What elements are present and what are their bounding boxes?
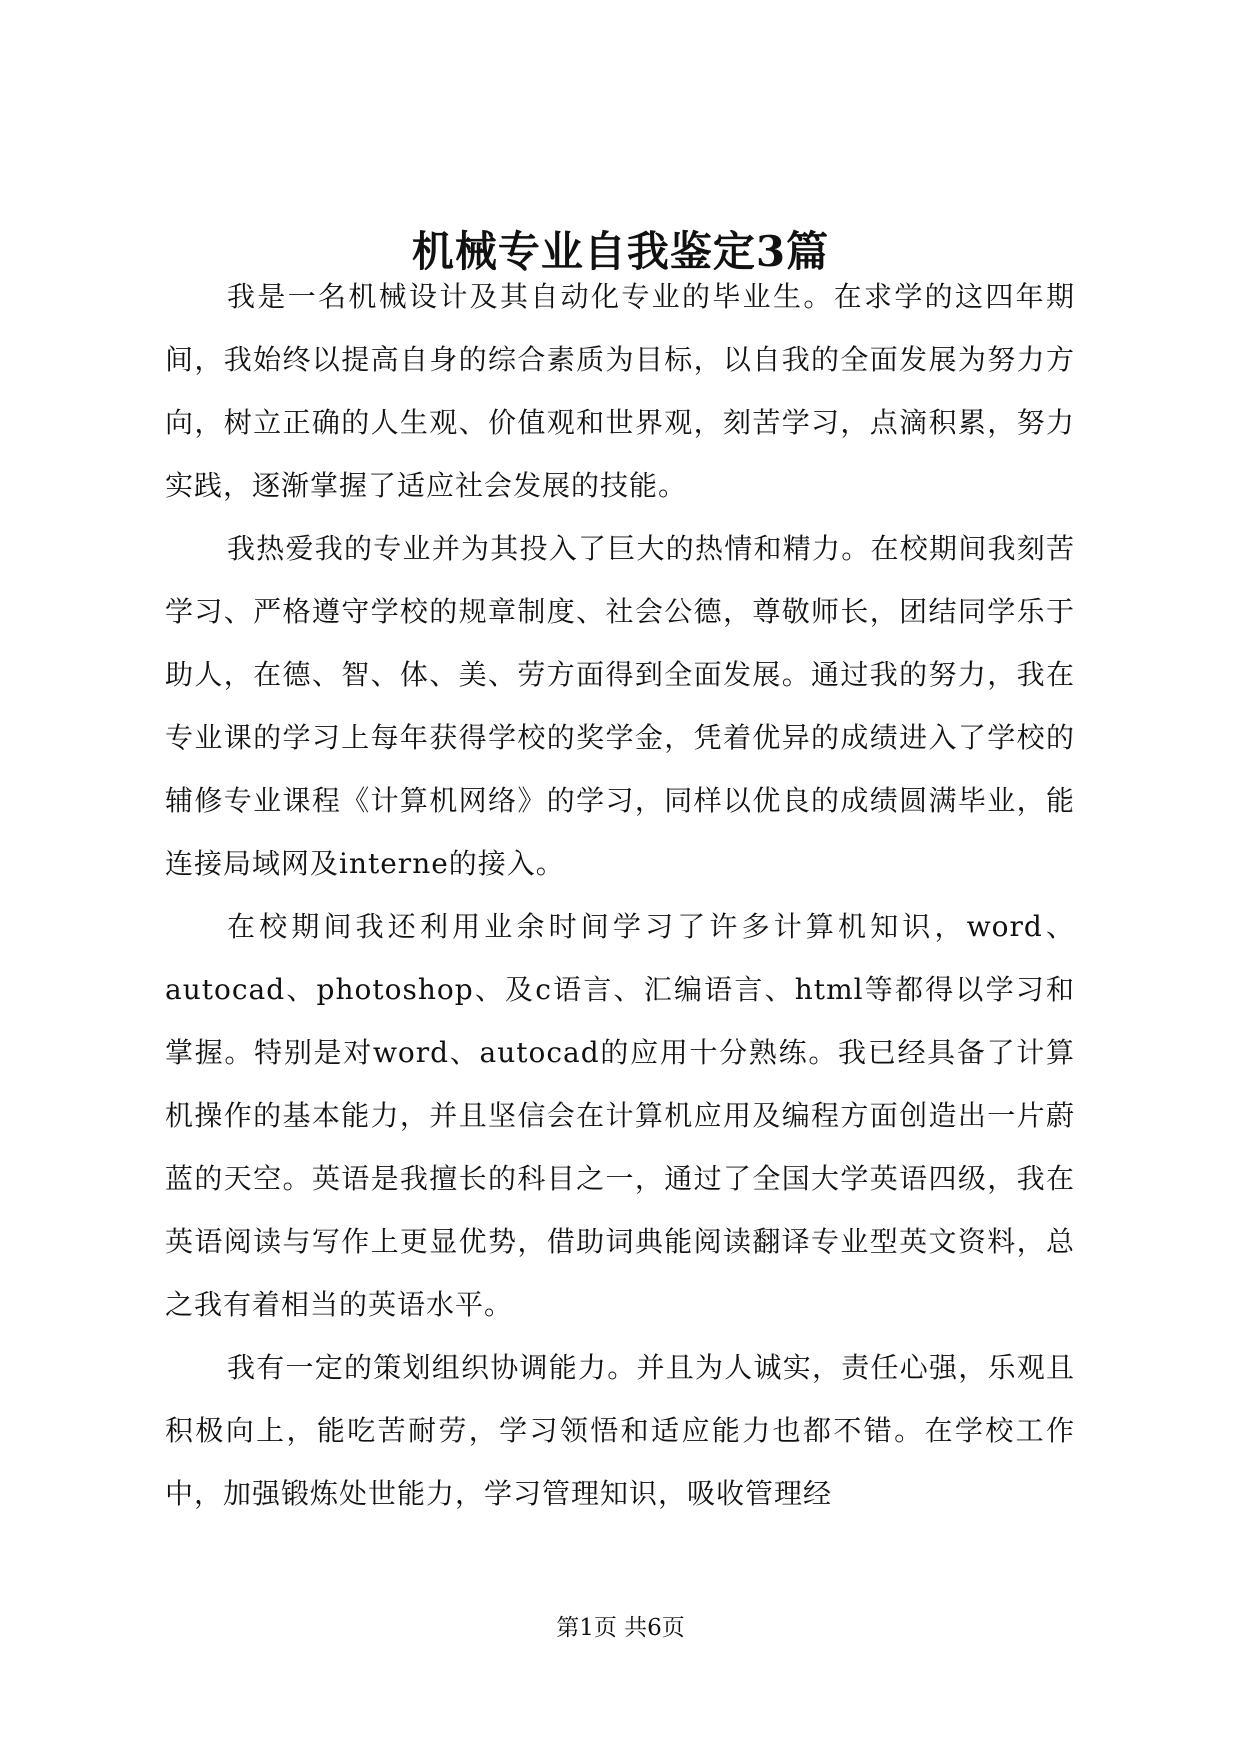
paragraph: 我有一定的策划组织协调能力。并且为人诚实，责任心强，乐观且积极向上，能吃苦耐劳，学习领悟和适应能力也都不错。在学校工作中，加强锻炼处世能力，学习管理知识，吸收管理经: [165, 1351, 1075, 1510]
page-number-footer: 第1页 共6页: [556, 1615, 685, 1641]
paragraph: 在校期间我还利用业余时间学习了许多计算机知识，word、autocad、photoshop、及c语言、汇编语言、html等都得以学习和掌握。特别是对word、autocad的应用十分熟练。我已经具备了计算机操作的基本能力，并且坚信会在计算机应用及编程方面创造出一片蔚蓝的天空。英语是我擅长的科目之一，通过了全国大学英语四级，我在英语阅读与写作上更显优势，借助词典能阅读翻译专业型英文资料，总之我有着相当的英语水平。: [165, 910, 1075, 1321]
document-body: [165, 265, 1075, 1525]
paragraph: 我是一名机械设计及其自动化专业的毕业生。在求学的这四年期间，我始终以提高自身的综合素质为目标，以自我的全面发展为努力方向，树立正确的人生观、价值观和世界观，刻苦学习，点滴积累，努力实践，逐渐掌握了适应社会发展的技能。: [165, 280, 1075, 502]
document-title: 机械专业自我鉴定3篇: [411, 227, 830, 276]
paragraph: 我热爱我的专业并为其投入了巨大的热情和精力。在校期间我刻苦学习、严格遵守学校的规章制度、社会公德，尊敬师长，团结同学乐于助人，在德、智、体、美、劳方面得到全面发展。通过我的努力，我在专业课的学习上每年获得学校的奖学金，凭着优异的成绩进入了学校的辅修专业课程《计算机网络》的学习，同样以优良的成绩圆满毕业，能连接局域网及interne的接入。: [165, 532, 1075, 880]
